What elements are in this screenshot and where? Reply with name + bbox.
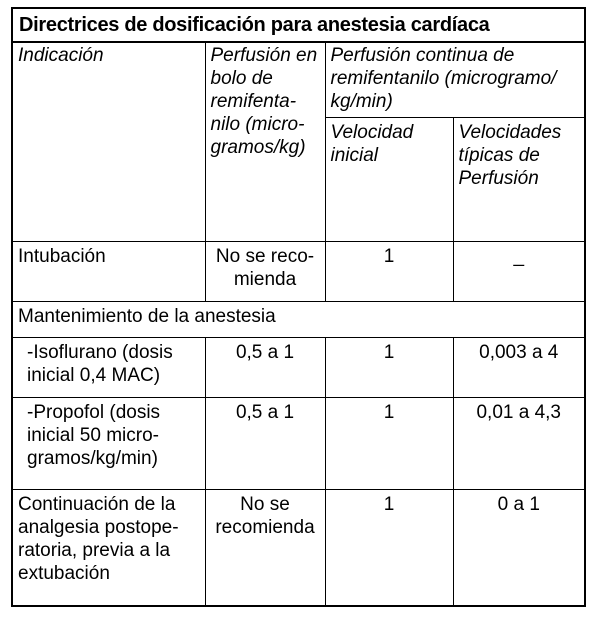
cell-indication: -Propofol (dosis inicial 50 micro-gramos/kg/min) (13, 398, 205, 490)
cell-initial: 1 (325, 338, 453, 398)
section-maintenance: Mantenimiento de la anestesia (13, 302, 584, 338)
cell-bolus: 0,5 a 1 (205, 338, 325, 398)
cell-indication: Intubación (13, 242, 205, 302)
header-typical-rates: Velocidades típicas de Perfusión (453, 118, 584, 242)
header-continuous: Perfusión continua de remifentanilo (microgramo/ kg/min) (325, 41, 584, 118)
cell-initial: 1 (325, 398, 453, 490)
table-row (13, 242, 584, 302)
header-indication: Indicación (13, 41, 205, 242)
dosing-table-frame (11, 7, 586, 607)
cell-typical: 0,003 a 4 (453, 338, 584, 398)
cell-typical: _ (453, 242, 584, 302)
table-row (13, 490, 584, 606)
cell-initial: 1 (325, 242, 453, 302)
cell-typical: 0,01 a 4,3 (453, 398, 584, 490)
dosing-table (13, 41, 584, 606)
cell-typical: 0 a 1 (453, 490, 584, 606)
header-initial-rate: Velocidad inicial (325, 118, 453, 242)
cell-indication: -Isoflurano (dosis inicial 0,4 MAC) (13, 338, 205, 398)
cell-bolus: 0,5 a 1 (205, 398, 325, 490)
cell-bolus: No se reco-mienda (205, 242, 325, 302)
table-row (13, 398, 584, 490)
table-row (13, 338, 584, 398)
cell-initial: 1 (325, 490, 453, 606)
header-bolus (205, 41, 325, 242)
cell-indication: Continuación de la analgesia postope-ratoria, previa a la extubación (13, 490, 205, 606)
table-title: Directrices de dosificación para anestesia cardíaca (13, 9, 584, 43)
table-row-section (13, 302, 584, 338)
header-row-1 (13, 41, 584, 118)
cell-bolus: No se recomienda (205, 490, 325, 606)
header-bolus-text: Perfusión en bolo de remifenta-nilo (micro-gramos/kg) (210, 45, 318, 158)
